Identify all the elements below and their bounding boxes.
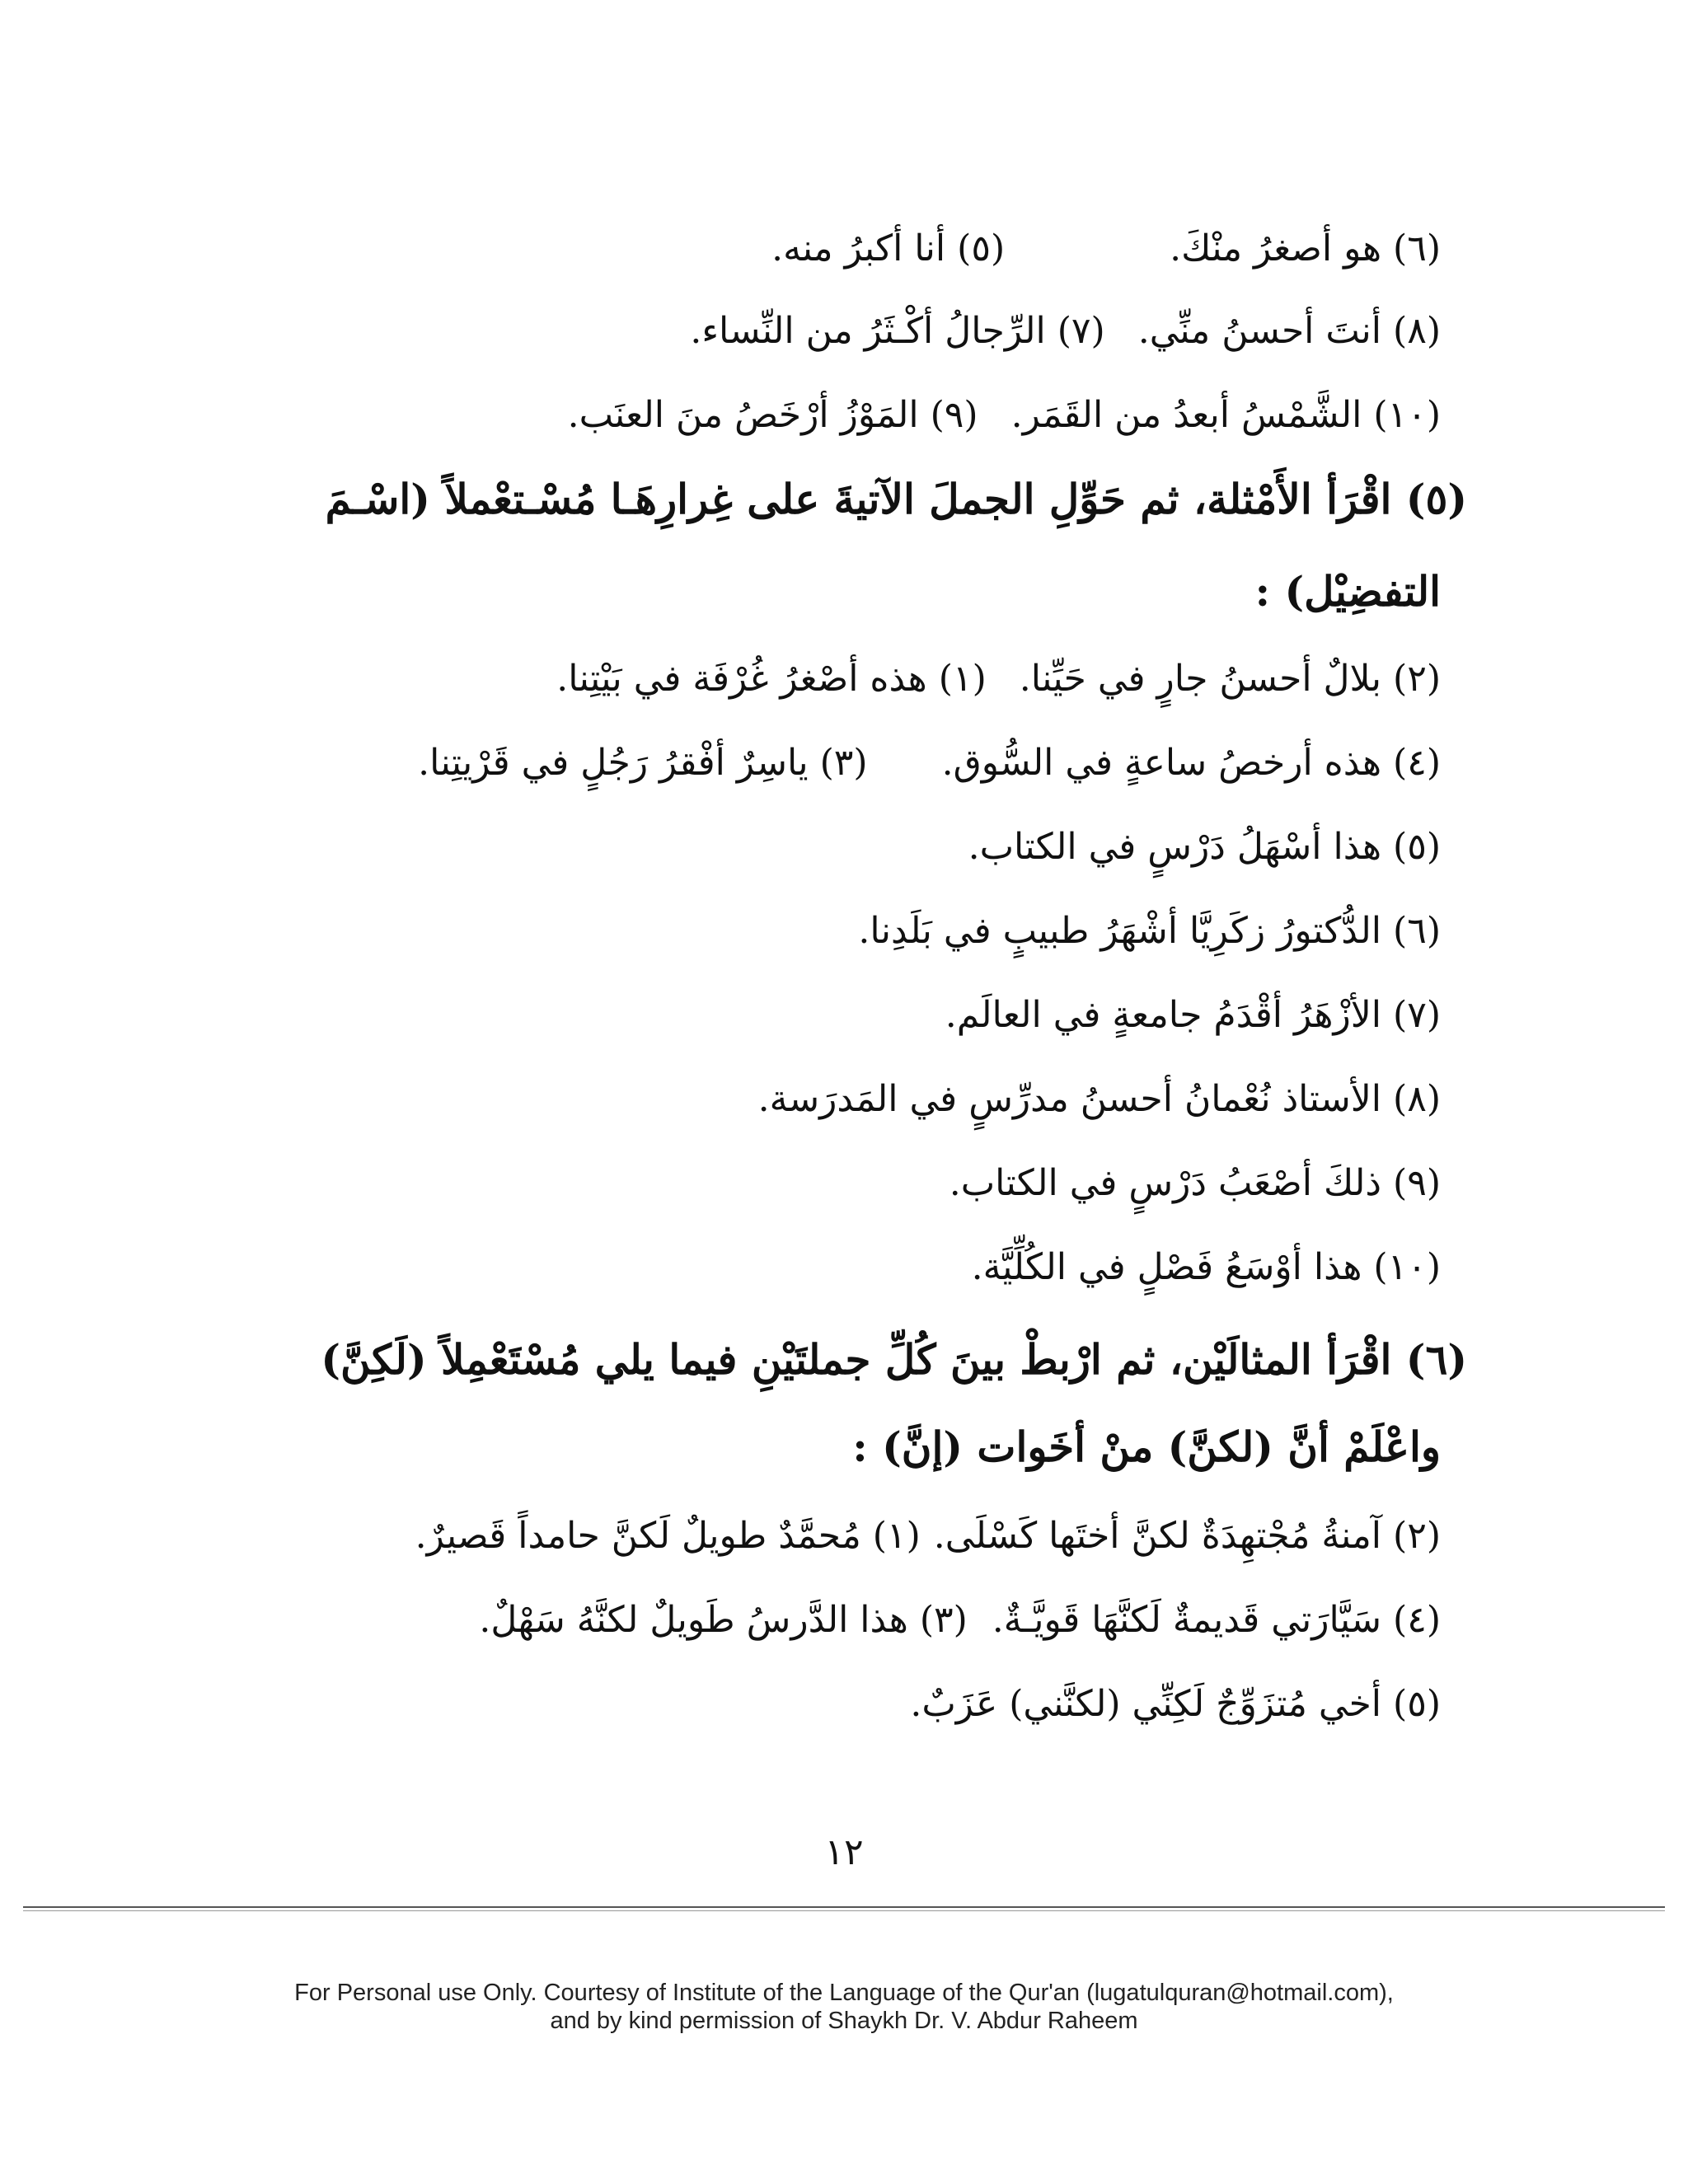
example-line (568, 382, 1441, 448)
exercise-item: (٣) ياسِرٌ أفْقرُ رَجُلٍ في قَرْيتِنا. (418, 742, 868, 784)
exercise-item: (٧) الأزْهَرُ أقْدَمُ جامعةٍ في العالَم. (945, 994, 1441, 1036)
exercise-item: (٦) الدُّكتورُ زكَرِيَّا أشْهَرُ طبيبٍ في بَلَدِنا. (858, 910, 1441, 952)
example-a: (٧) الرِّجالُ أكْـثَرُ من النِّساء. (690, 310, 1105, 352)
example-a: (٥) أنا أكبرُ منه. (771, 227, 1006, 269)
example-line (690, 298, 1441, 364)
exercise-6-heading: (٦) اقْرَأ المثالَيْن، ثم ارْبطْ بينَ كُلِّ جملتَيْنِ فيما يلي مُسْتَعْمِلاً (لَكِنَّ) (321, 1335, 1467, 1384)
example-line (771, 216, 1441, 282)
exercise-item: (٥) هذا أسْهَلُ دَرْسٍ في الكتاب. (968, 826, 1441, 868)
exercise-item: (٤) سَيَّارَتي قَديمةٌ لَكنَّهَا قَويَّـةٌ. (992, 1599, 1441, 1641)
footer-divider-thin (23, 1910, 1665, 1911)
exercise-item: (٢) آمنةُ مُجْتهِدَةٌ لكنَّ أختَها كَسْلَى. (933, 1515, 1441, 1557)
footer-line-1: For Personal use Only. Courtesy of Institute of the Language of the Qur'an (lugatulquran@hotmail.com), (294, 1980, 1394, 2006)
exercise-item: (٢) بلالٌ أحسنُ جارٍ في حَيِّنا. (1019, 658, 1441, 700)
exercise-line (479, 1587, 1441, 1653)
exercise-5-heading: (٥) اقْرَأ الأَمْثلة، ثم حَوِّلِ الجملَ الآتيةَ على غِرارِهَـا مُسْـتعْملاً (اسْـمَ (325, 475, 1467, 523)
page-number: ١٢ (824, 1831, 864, 1873)
exercise-item: (١) هذه أصْغرُ غُرْفَة في بَيْتِنا. (556, 658, 987, 700)
example-b: (١٠) الشَّمْسُ أبعدُ من القَمَر. (1010, 394, 1441, 436)
example-b: (٦) هو أصغرُ منْكَ. (1170, 227, 1441, 269)
footer-line-2: and by kind permission of Shaykh Dr. V. Abdur Raheem (550, 2008, 1138, 2034)
example-b: (٨) أنتَ أحسنُ منِّي. (1137, 310, 1441, 352)
exercise-line (415, 1503, 1441, 1569)
exercise-item: (١) مُحمَّدٌ طويلٌ لَكنَّ حامداً قَصيرٌ. (415, 1515, 921, 1557)
exercise-5-heading-cont: التفضِيْل) : (1254, 567, 1441, 616)
example-a: (٩) المَوْزُ أرْخَصُ منَ العنَب. (567, 394, 978, 436)
footer-divider (23, 1906, 1665, 1908)
exercise-item: (٣) هذا الدَّرسُ طَويلٌ لكنَّهُ سَهْلٌ. (479, 1599, 968, 1641)
exercise-line (418, 730, 1441, 796)
exercise-line (556, 646, 1441, 712)
exercise-item: (٩) ذلكَ أصْعَبُ دَرْسٍ في الكتاب. (949, 1162, 1441, 1204)
exercise-6-heading-cont: واعْلَمْ أنَّ (لكنَّ) منْ أخَوات (إنَّ) : (852, 1422, 1441, 1471)
exercise-item: (٥) أخي مُتزَوِّجٌ لَكِنِّي (لكنَّني) عَزَبٌ. (910, 1683, 1441, 1725)
exercise-item: (١٠) هذا أوْسَعُ فَصْلٍ في الكُلِّيَّة. (971, 1246, 1441, 1288)
exercise-item: (٨) الأستاذ نُعْمانُ أحسنُ مدرِّسٍ في المَدرَسة. (757, 1078, 1441, 1120)
exercise-item: (٤) هذه أرخصُ ساعةٍ في السُّوق. (941, 742, 1441, 784)
